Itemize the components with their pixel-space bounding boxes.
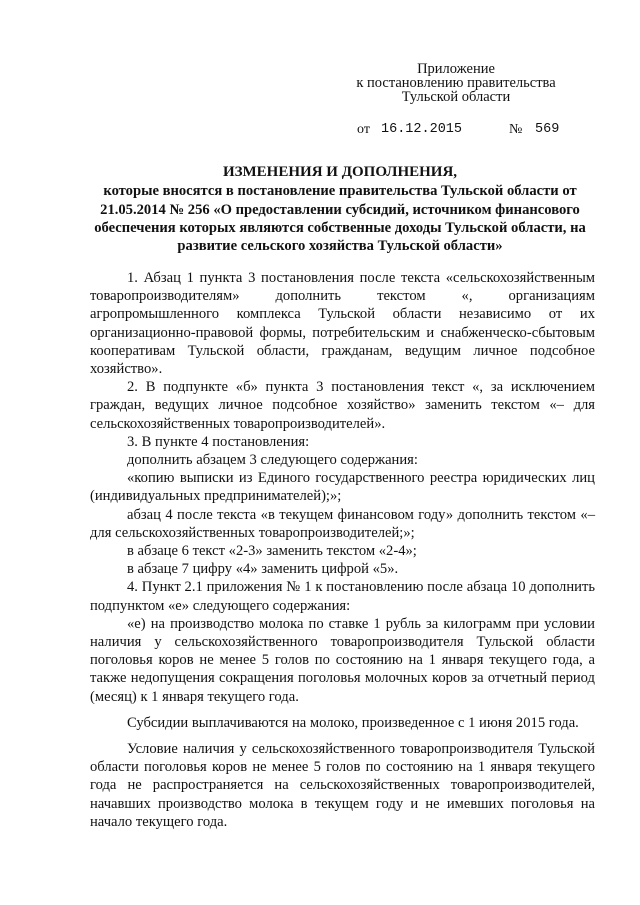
paragraph-subsidies: Субсидии выплачиваются на молоко, произведенное с 1 июня 2015 года. [127,714,579,731]
paragraph-2: 2. В подпункте «б» пункта 3 постановления текст «, за исключением граждан, ведущих личное подсобное хозяйство» заменить текстом «– для сельскохозяйственных товаропроизводителей». [90,379,595,432]
appendix-line-3: Тульской области [401,89,511,105]
paragraph-3-item-5: в абзаце 7 цифру «4» заменить цифрой «5». [127,561,399,578]
number-sign: № [509,122,523,137]
paragraph-4: 4. Пункт 2.1 приложения № 1 к постановлению после абзаца 10 дополнить подпунктом «е» следующего содержания: [90,579,595,614]
appendix-block [350,62,562,104]
paragraph-3-item-4: в абзаце 6 текст «2-3» заменить текстом «2-4»; [127,543,417,560]
appendix-title: Приложение [417,61,495,77]
decree-number: 569 [535,122,560,137]
appendix-line-2: к постановлению правительства [356,75,556,91]
decree-dateline [357,122,577,138]
document-body [90,269,595,831]
paragraph-3: 3. В пункте 4 постановления: [127,433,310,450]
date-prefix: от [357,122,370,137]
paragraph-3-item-2: «копию выписки из Единого государственного реестра юридических лиц (индивидуальных предпринимателей);»; [90,470,595,505]
paragraph-4-subitem-e: «е) на производство молока по ставке 1 рубль за килограмм при условии наличия у сельскохозяйственного товаропроизводителя Тульской области поголовья коров не менее 5 голов по состоянию на 1 января текущего года, а также недопущения сокращения поголовья молочных коров за отчетный период (месяц) к 1 января текущего года. [90,615,595,705]
paragraph-3-item-1: дополнить абзацем 3 следующего содержания: [127,452,418,469]
paragraph-1: 1. Абзац 1 пункта 3 постановления после текста «сельскохозяйственным товаропроизводителям» дополнить текстом «, организациям агропромышленного комплекса Тульской области независимо от их организационно-правовой формы, потребительским и снабженческо-сбытовым кооперативам Тульской области, гражданам, ведущим личное подсобное хозяйство». [90,270,595,378]
document-subtitle: которые вносятся в постановление правительства Тульской области от 21.05.2014 № 256 «О предоставлении субсидий, источником финансового обеспечения которых являются собственные доходы Тульской области, на развитие сельского хозяйства Тульской области» [94,183,586,255]
paragraph-condition: Условие наличия у сельскохозяйственного товаропроизводителя Тульской области поголовья коров не менее 5 голов по состоянию на 1 января текущего года не распространяется на сельскохозяйственных товаропроизводителей, начавших производство молока в текущем году и не имевших поголовья на начало текущего года. [90,741,595,830]
document-title: ИЗМЕНЕНИЯ И ДОПОЛНЕНИЯ, [222,164,458,180]
decree-date: 16.12.2015 [381,122,463,137]
document-heading [86,163,594,255]
paragraph-3-item-3: абзац 4 после текста «в текущем финансовом году» дополнить текстом «– для сельскохозяйственных товаропроизводителей;»; [90,506,595,541]
